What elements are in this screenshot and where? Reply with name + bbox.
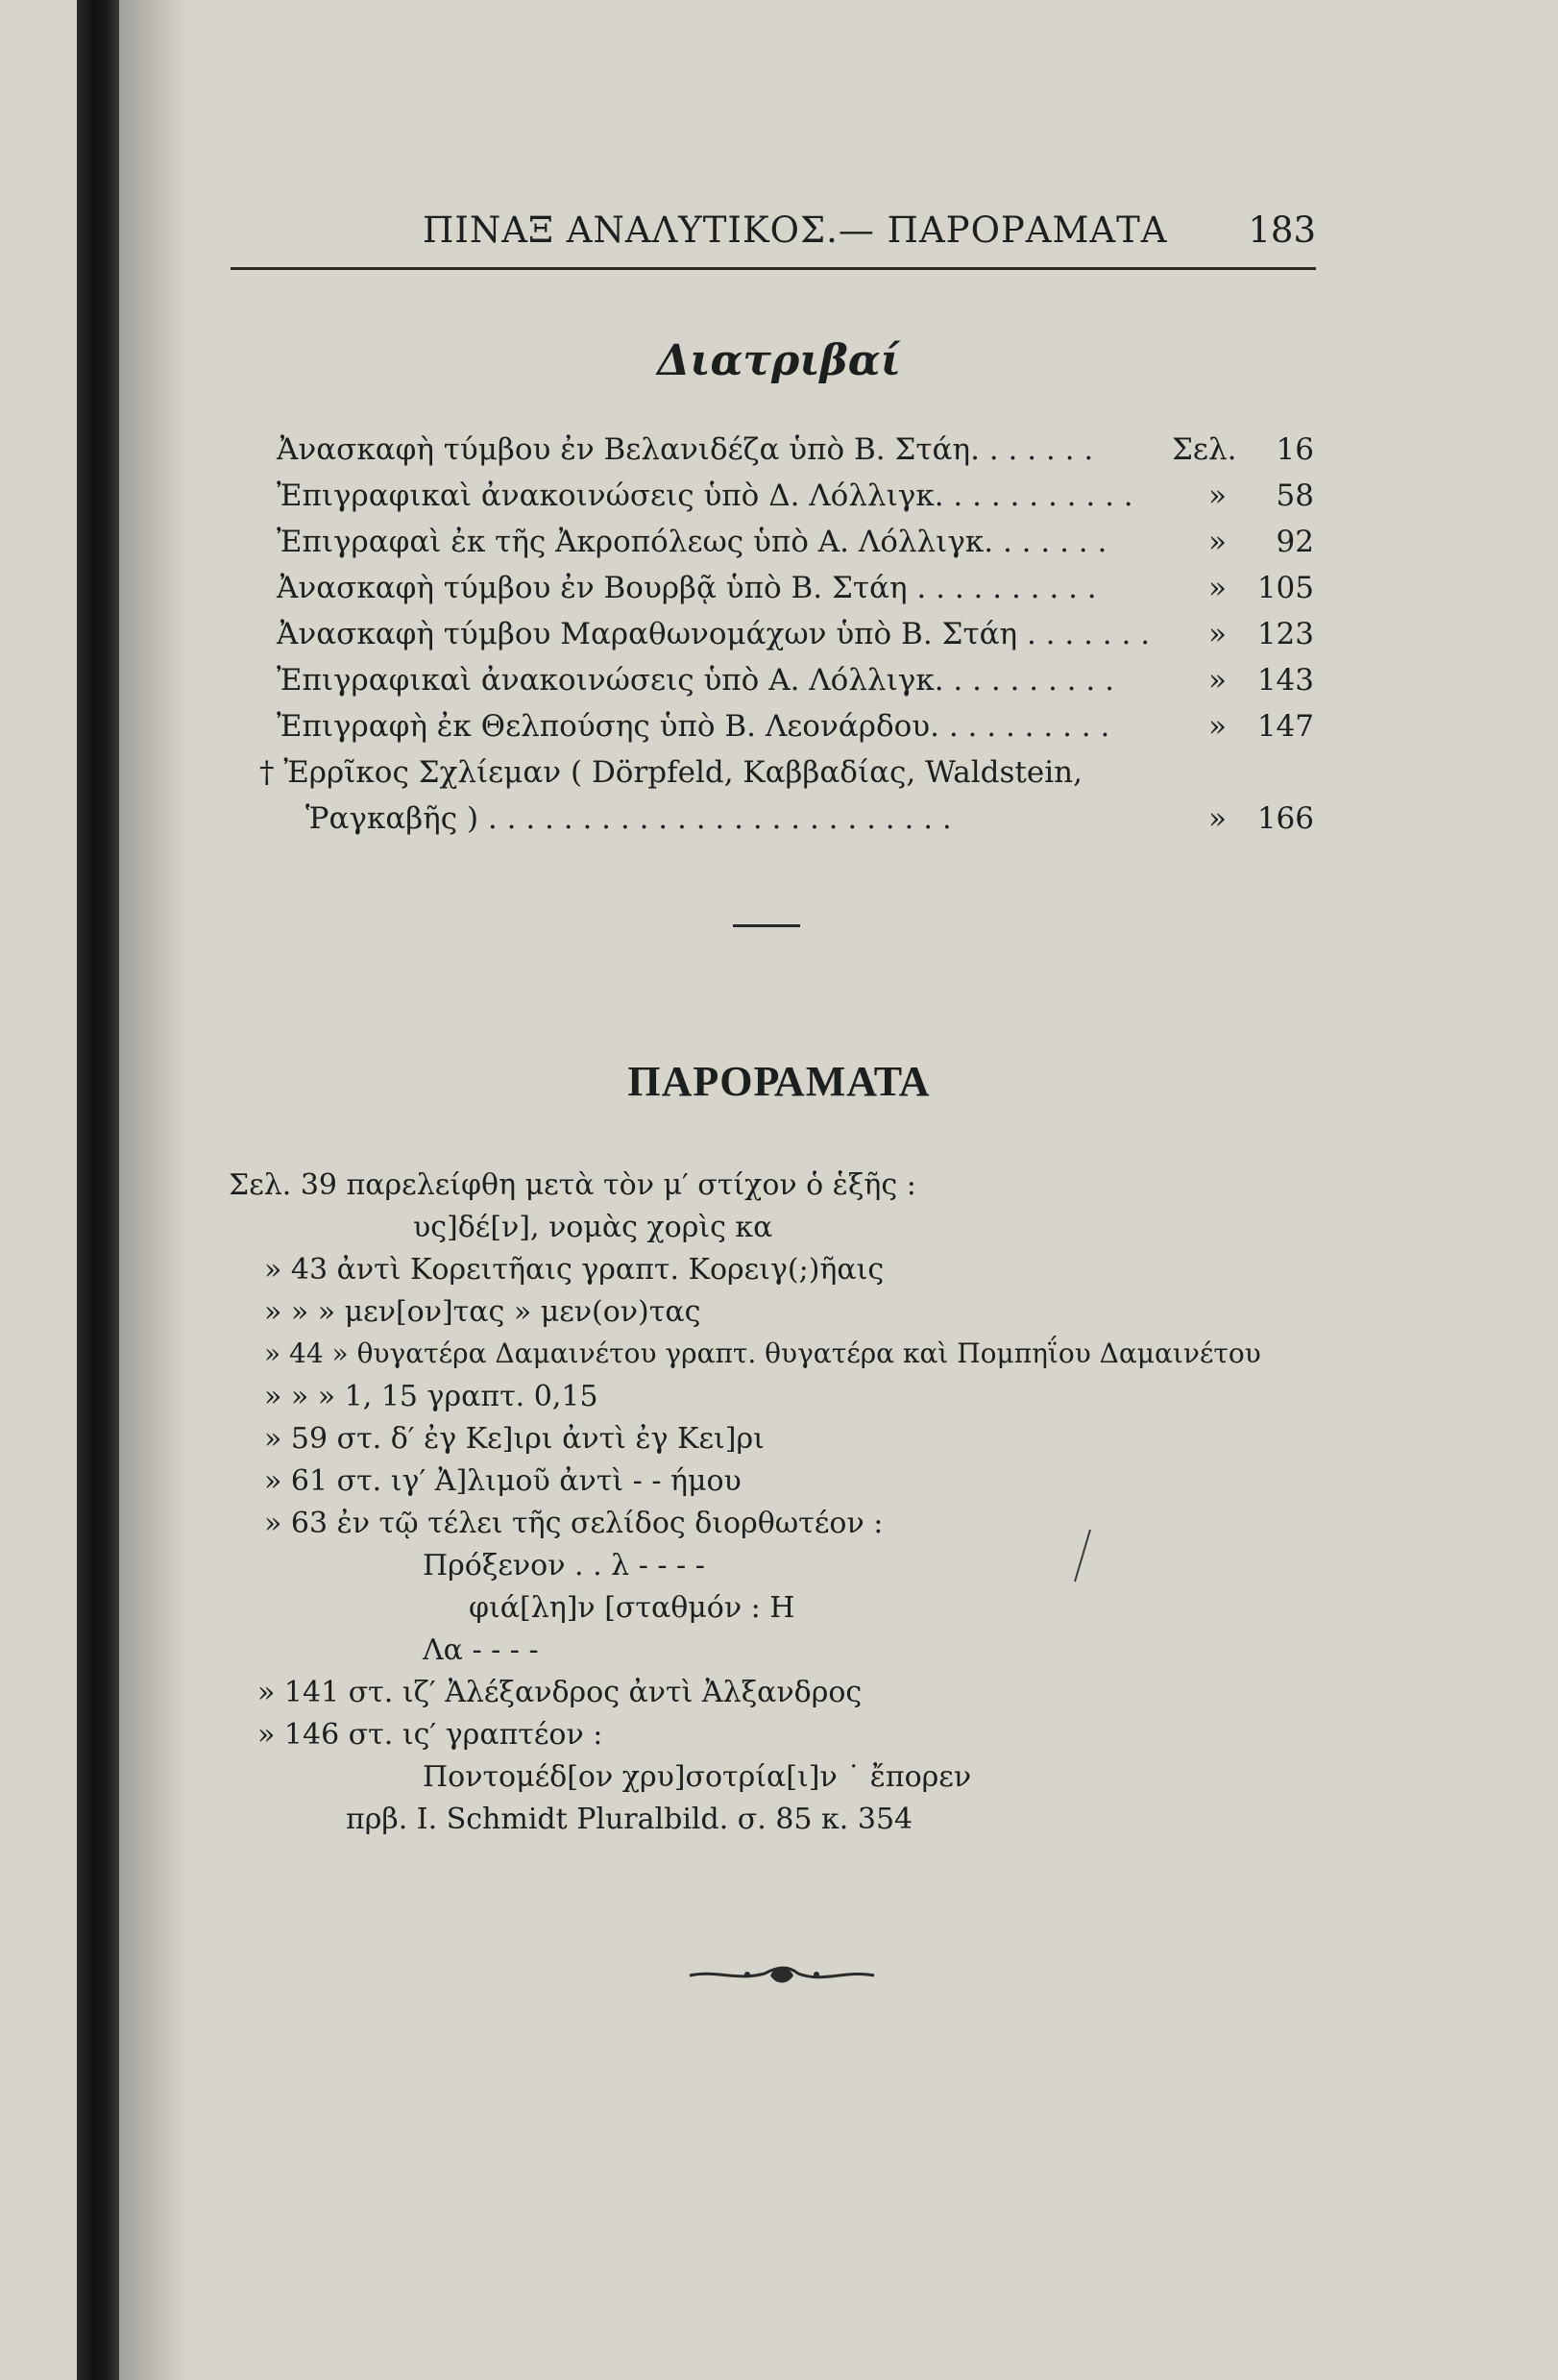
- toc-entry: [259, 755, 1328, 799]
- errata-line: » 141 στ. ιζ′ Ἀλέξανδρος ἀντὶ Ἀλξανδρος: [257, 1676, 863, 1709]
- errata-line: » 61 στ. ιγ′ Ἀ]λιμοῦ ἀντὶ - - ήμου: [264, 1464, 742, 1498]
- errata-line: » 59 στ. δ′ ἐγ Κε]ιρι ἀντὶ ἐγ Κει]ρι: [264, 1422, 765, 1456]
- section-divider: [733, 924, 800, 927]
- toc-entry-text: Ῥαγκαβῆς ) . . . . . . . . . . . . . . . . . . . . . . . . .: [305, 801, 952, 836]
- toc-entry-text: Ἐπιγραφικαὶ ἀνακοινώσεις ὑπὸ Δ. Λόλλιγκ. . . . . . . . . . .: [277, 478, 1133, 513]
- toc-entry-text: Ἀνασκαφὴ τύμβου Μαραθωνομάχων ὑπὸ Β. Στάη . . . . . . .: [277, 617, 1151, 651]
- toc-entry: [277, 571, 1328, 615]
- errata-line: » 44 » θυγατέρα Δαμαινέτου γραπτ. θυγατέρα καὶ Πομπηΐου Δαμαινέτου: [264, 1337, 1261, 1369]
- toc-entry: [277, 478, 1328, 523]
- toc-entry-text: † Ἐρρῖκος Σχλίεμαν ( Dörpfeld, Καββαδίας, Waldstein,: [259, 755, 1083, 790]
- pen-mark-icon: [1071, 1528, 1094, 1583]
- toc-entry-page: 16: [1276, 432, 1314, 467]
- errata-line: Πρόξενον . . λ - - - -: [423, 1549, 705, 1583]
- running-header-title: ΠΙΝΑΞ ΑΝΑΛΥΤΙΚΟΣ.— ΠΑΡΟΡΑΜΑΤΑ: [423, 209, 1168, 251]
- toc-entry-col: »: [1208, 801, 1227, 836]
- toc-entry-col: »: [1208, 478, 1227, 513]
- running-header: [231, 209, 1316, 265]
- toc-entry: [277, 617, 1328, 661]
- toc-entry-text: Ἐπιγραφικαὶ ἀνακοινώσεις ὑπὸ Α. Λόλλιγκ. . . . . . . . . .: [277, 663, 1114, 698]
- toc-entry: [305, 801, 1328, 846]
- toc-entry: [277, 663, 1328, 707]
- errata-line: Σελ. 39 παρελείφθη μετὰ τὸν μ′ στίχον ὁ ἑξῆς :: [229, 1168, 916, 1202]
- toc-entry-col: »: [1208, 525, 1227, 559]
- toc-entry-page: 92: [1276, 525, 1314, 559]
- errata-line: πρβ. I. Schmidt Pluralbild. σ. 85 κ. 354: [346, 1803, 913, 1836]
- toc-entry: [277, 525, 1328, 569]
- errata-line: » 63 ἐν τῷ τέλει τῆς σελίδος διορθωτέον :: [264, 1507, 884, 1540]
- toc-entry-col: »: [1208, 709, 1227, 744]
- errata-line: » 146 στ. ις′ γραπτέον :: [257, 1718, 603, 1752]
- toc-entry-text: Ἐπιγραφαὶ ἐκ τῆς Ἀκροπόλεως ὑπὸ Α. Λόλλιγκ. . . . . . .: [277, 525, 1108, 559]
- toc-entry-col: Σελ.: [1172, 432, 1237, 467]
- header-rule: [231, 267, 1316, 270]
- errata-line: » » » 1, 15 γραπτ. 0,15: [264, 1380, 598, 1413]
- page-number: 183: [1248, 209, 1316, 251]
- errata-line: » » » μεν[ον]τας » μεν(ον)τας: [264, 1295, 701, 1329]
- toc-entry-page: 58: [1276, 478, 1314, 513]
- errata-line: υς]δέ[ν], νομὰς χορὶς κα: [413, 1211, 773, 1244]
- errata-line: » 43 ἀντὶ Κορειτῆαις γραπτ. Κορειγ(;)ῆαις: [264, 1253, 885, 1287]
- toc-entry-text: Ἀνασκαφὴ τύμβου ἐν Βελανιδέζα ὑπὸ Β. Στάη. . . . . . .: [277, 432, 1094, 467]
- errata-line: φιά[λη]ν [σταθμόν : Η: [469, 1591, 795, 1625]
- toc-entry-page: 105: [1256, 571, 1314, 605]
- toc-entry-page: 123: [1256, 617, 1314, 651]
- toc-entry-col: »: [1208, 663, 1227, 698]
- section-title-paroramata: ΠΑΡΟΡΑΜΑΤΑ: [627, 1058, 931, 1105]
- toc-entry-page: 143: [1256, 663, 1314, 698]
- toc-entry-page: 166: [1256, 801, 1314, 836]
- toc-entry-text: Ἐπιγραφὴ ἐκ Θελπούσης ὑπὸ Β. Λεονάρδου. . . . . . . . . .: [277, 709, 1110, 744]
- section-title-diatrivai: Διατριβαί: [657, 336, 901, 385]
- toc-entry-col: »: [1208, 617, 1227, 651]
- closing-ornament-icon: [688, 1960, 876, 1989]
- toc-entry-page: 147: [1256, 709, 1314, 744]
- toc-entry-col: »: [1208, 571, 1227, 605]
- errata-line: Λα - - - -: [423, 1633, 539, 1667]
- toc-entry: [277, 709, 1328, 753]
- toc-entry: [277, 432, 1328, 477]
- errata-line: Ποντομέδ[ον χρυ]σοτρία[ι]ν ˙ ἔπορεν: [423, 1760, 972, 1794]
- toc-entry-text: Ἀνασκαφὴ τύμβου ἐν Βουρβᾷ ὑπὸ Β. Στάη . . . . . . . . . .: [277, 571, 1097, 605]
